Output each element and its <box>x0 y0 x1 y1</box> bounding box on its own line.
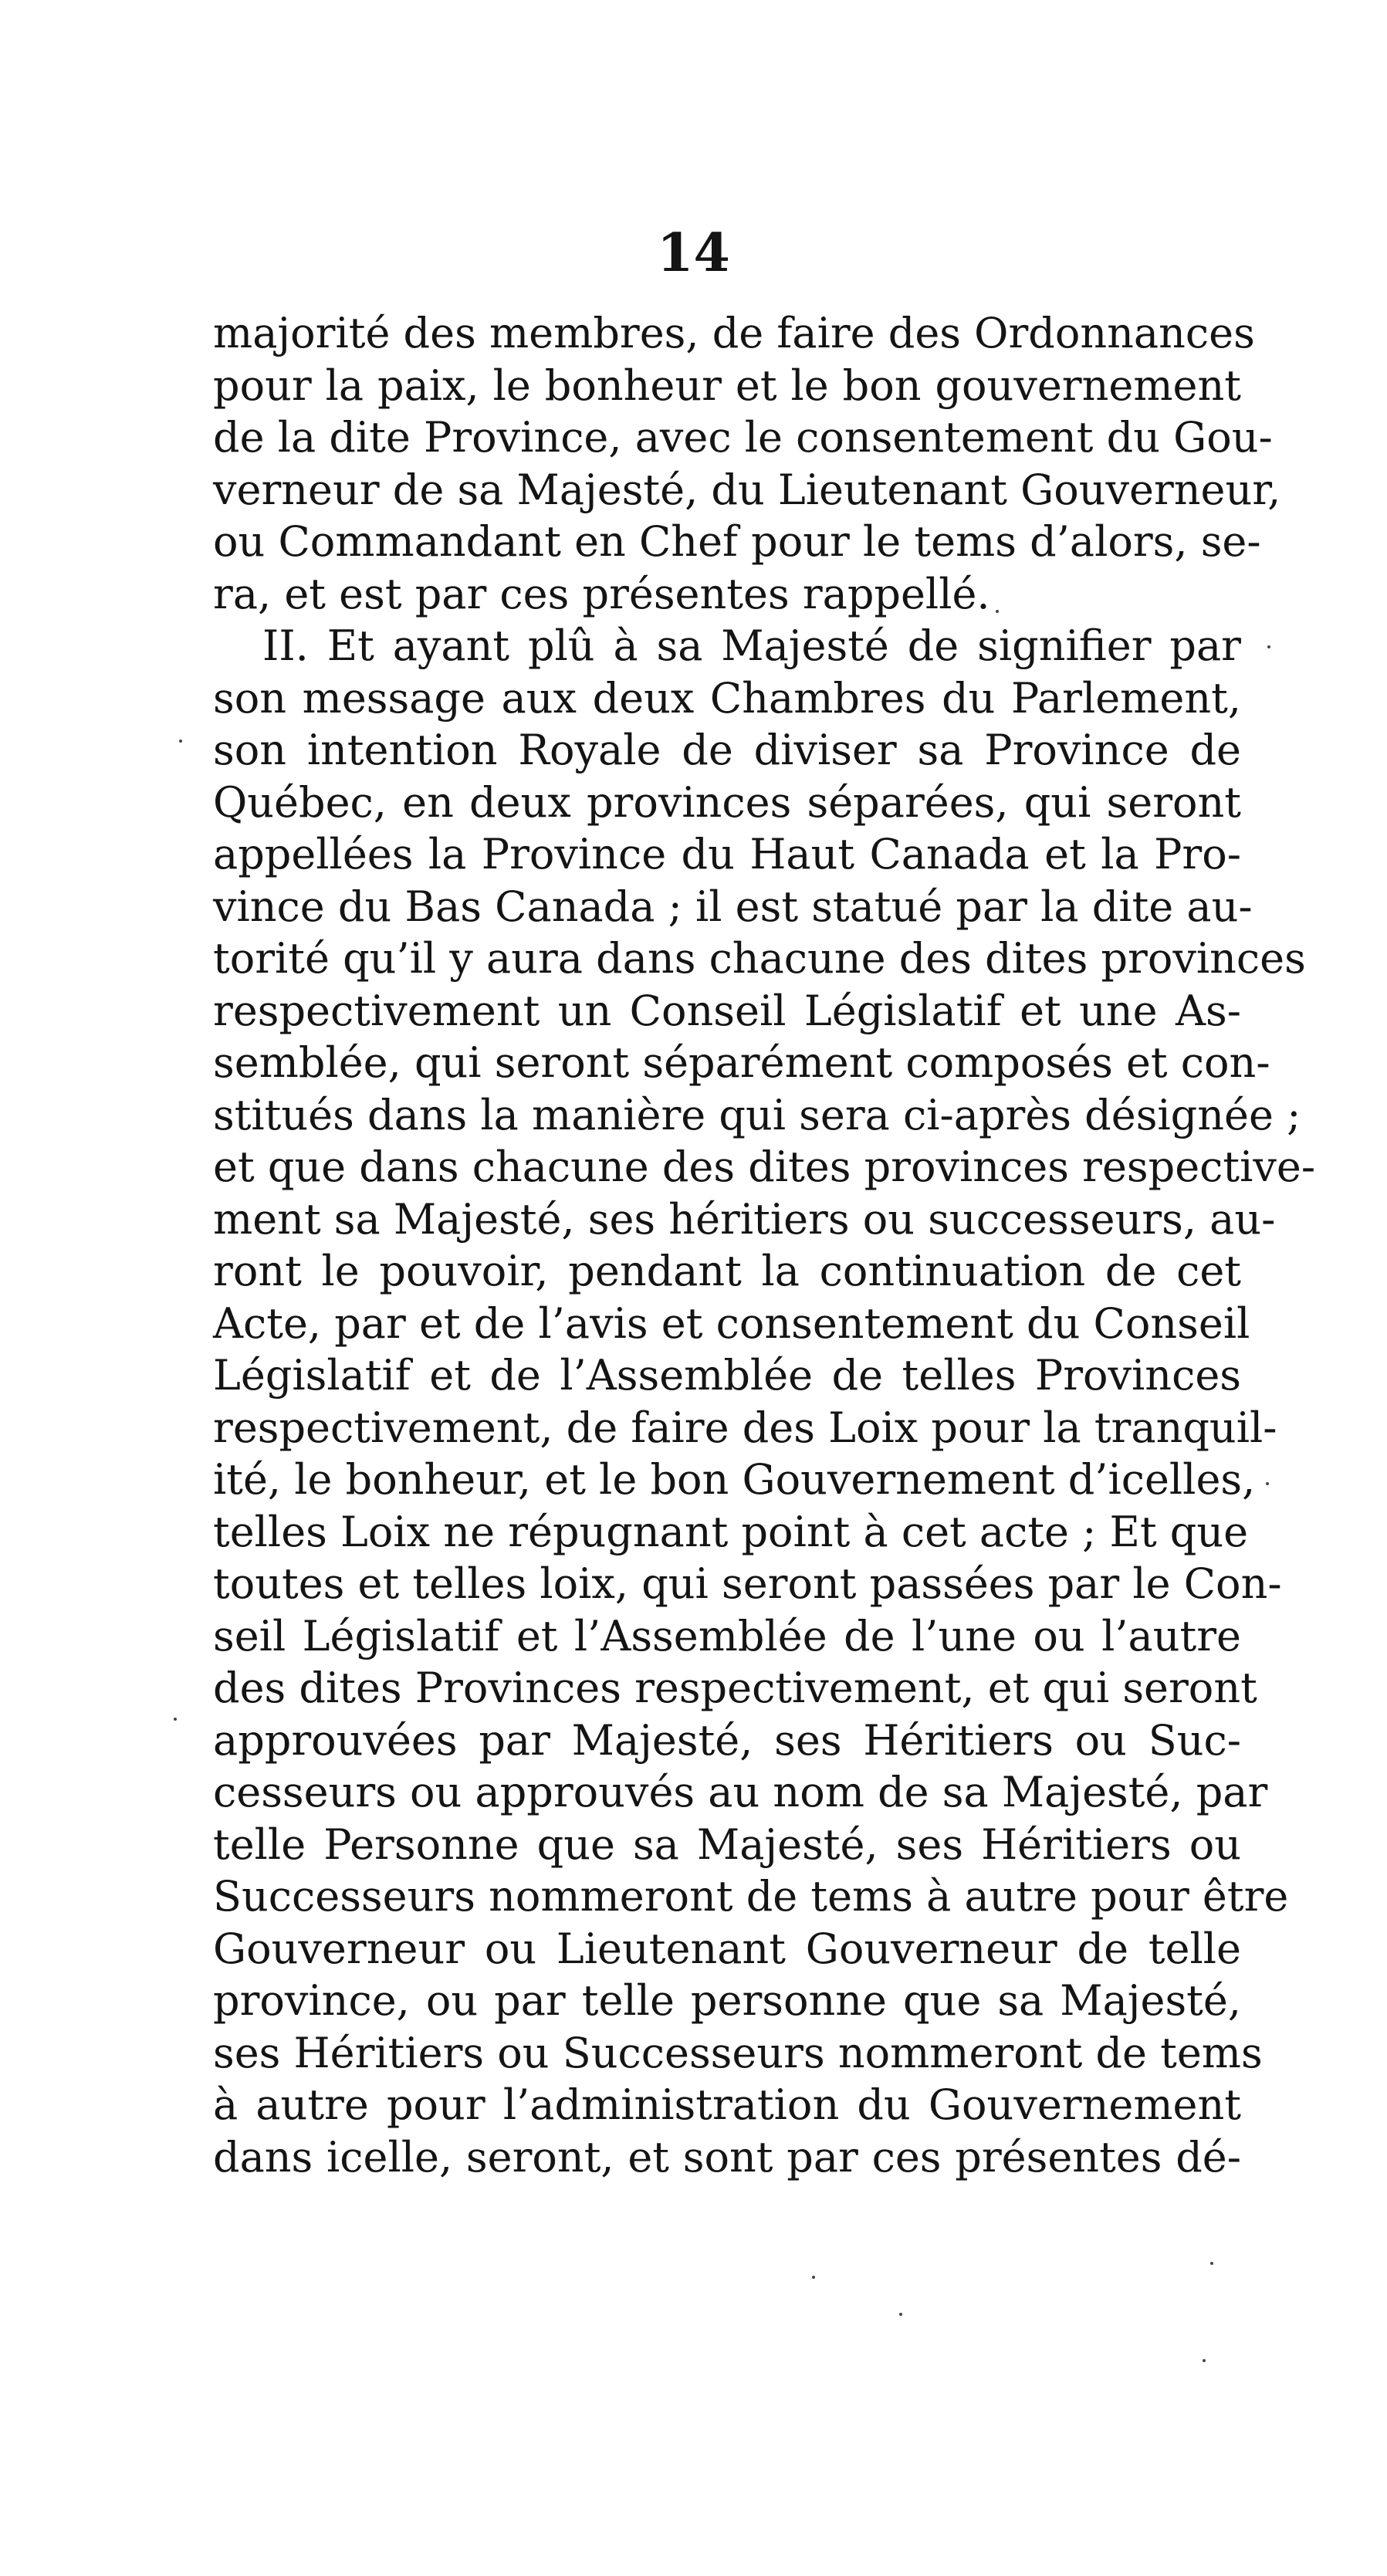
text-line: Successeurs nommeront de tems à autre pour être <box>213 1872 1289 1921</box>
print-speck <box>1267 645 1270 648</box>
text-line: semblée, qui seront séparément composés et con- <box>213 1038 1270 1087</box>
text-line: respectivement un Conseil Législatif et une As- <box>213 986 1241 1035</box>
text-line: Québec, en deux provinces séparées, qui seront <box>213 777 1241 827</box>
text-line: ront le pouvoir, pendant la continuation de cet <box>213 1247 1241 1295</box>
print-speck <box>179 740 182 743</box>
text-line: Acte, par et de l’avis et consentement du Conseil <box>213 1298 1250 1348</box>
print-speck <box>996 610 999 613</box>
text-line: ité, le bonheur, et le bon Gouvernement d’icelles, <box>213 1455 1256 1504</box>
body-text <box>213 307 1316 2183</box>
text-line: verneur de sa Majesté, du Lieutenant Gouverneur, <box>213 465 1281 514</box>
text-line: ou Commandant en Chef pour le tems d’alors, se- <box>213 517 1261 566</box>
text-line: des dites Provinces respectivement, et qui seront <box>213 1664 1257 1712</box>
text-line: seil Législatif et l’Assemblée de l’une ou l’autre <box>213 1611 1241 1660</box>
text-line: stitués dans la manière qui sera ci-après désignée ; <box>213 1090 1301 1139</box>
text-line: à autre pour l’administration du Gouvernement <box>213 2080 1241 2129</box>
print-speck <box>1266 1482 1269 1485</box>
text-line: respectivement, de faire des Loix pour la tranquil- <box>213 1403 1277 1452</box>
text-line: son message aux deux Chambres du Parlement, <box>213 673 1241 723</box>
text-line: de la dite Province, avec le consentement du Gou- <box>213 413 1273 462</box>
text-line: II. Et ayant plû à sa Majesté de signifier par <box>262 621 1241 670</box>
text-line: torité qu’il y aura dans chacune des dites provinces <box>213 934 1306 983</box>
text-line: ment sa Majesté, ses héritiers ou successeurs, au- <box>213 1194 1276 1244</box>
text-line: son intention Royale de diviser sa Province de <box>213 726 1241 774</box>
print-speck <box>1210 2262 1213 2265</box>
text-line: ra, et est par ces présentes rappellé. <box>213 569 990 618</box>
text-line: et que dans chacune des dites provinces respective- <box>213 1142 1316 1191</box>
text-line: province, ou par telle personne que sa Majesté, <box>213 1976 1241 2025</box>
print-speck <box>174 1718 177 1721</box>
text-line: telles Loix ne répugnant point à cet acte ; Et que <box>213 1507 1249 1556</box>
text-line: appellées la Province du Haut Canada et la Pro- <box>213 830 1241 878</box>
print-speck <box>1203 2359 1206 2362</box>
text-line: dans icelle, seront, et sont par ces présentes dé- <box>213 2132 1241 2182</box>
text-line: cesseurs ou approuvés au nom de sa Majesté, par <box>213 1768 1268 1816</box>
text-line: telle Personne que sa Majesté, ses Héritiers ou <box>213 1819 1241 1869</box>
text-line: toutes et telles loix, qui seront passées par le Con- <box>213 1559 1282 1608</box>
text-line: pour la paix, le bonheur et le bon gouvernement <box>213 361 1241 410</box>
print-speck <box>899 2313 902 2316</box>
text-line: ses Héritiers ou Successeurs nommeront de tems <box>213 2028 1263 2077</box>
text-line: vince du Bas Canada ; il est statué par la dite au- <box>213 882 1253 931</box>
page-number: 14 <box>657 222 730 284</box>
text-line: Gouverneur ou Lieutenant Gouverneur de telle <box>213 1924 1241 1973</box>
text-line: majorité des membres, de faire des Ordonnances <box>213 309 1255 357</box>
text-line: Législatif et de l’Assemblée de telles Provinces <box>213 1351 1241 1400</box>
print-speck <box>812 2276 815 2279</box>
text-line: approuvées par Majesté, ses Héritiers ou Suc- <box>213 1715 1241 1765</box>
